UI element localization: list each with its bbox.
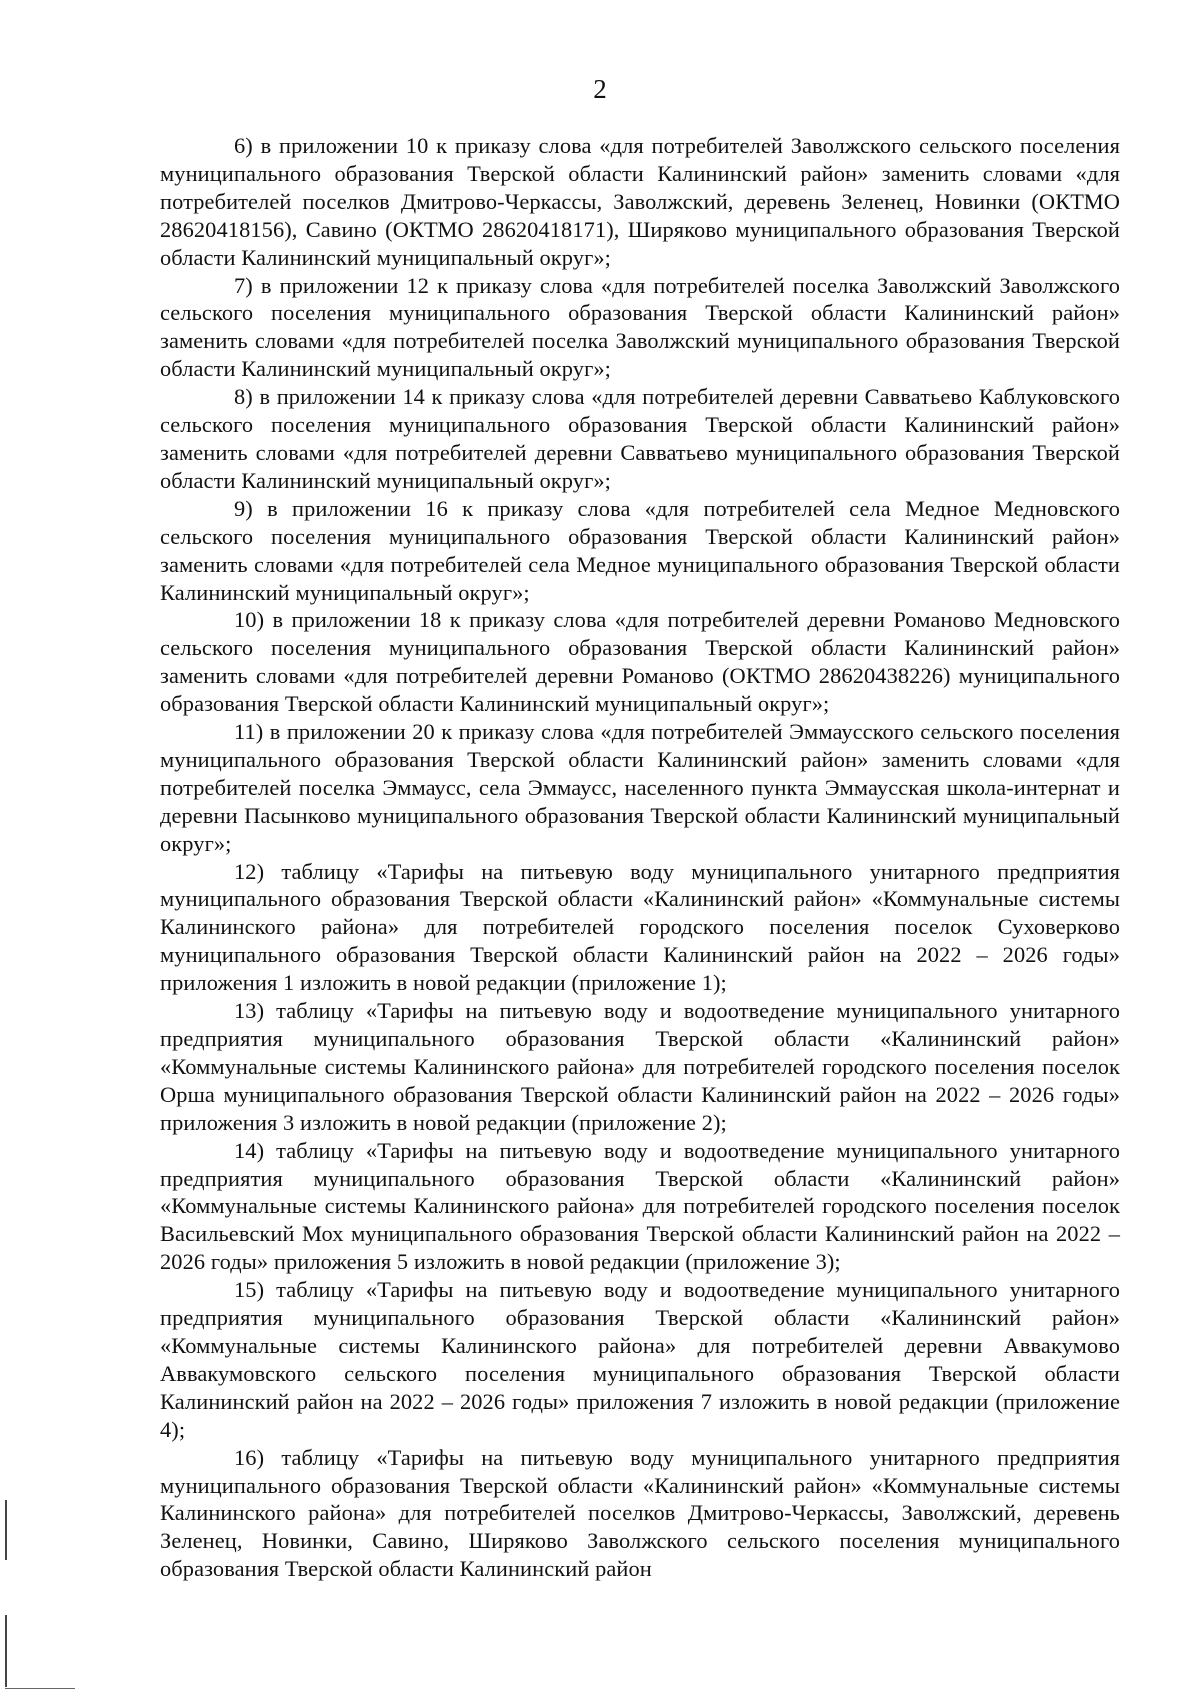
paragraph-item-11: 11) в приложении 20 к приказу слова «для потребителей Эммаусского сельского поселения муниципального образования Тверской области Калининский район» заменить словами «для потребителей поселка Эммаусс, села Эммаусс, населенного пункта Эммаусская школа-интернат и деревни Пасынково муниципального образования Тверской области Калининский муниципальный округ»; [160,719,1120,856]
paragraph-item-6: 6) в приложении 10 к приказу слова «для потребителей Заволжского сельского поселения муниципального образования Тверской области Калининский район» заменить словами «для потребителей поселков Дмитрово-Черкассы, Заволжский, деревень Зеленец, Новинки (ОКТМО 28620418156), Савино (ОКТМО 28620418171), Ширяково муниципального образования Тверской области Калининский муниципальный округ»; [160,133,1120,270]
paragraph-item-14: 14) таблицу «Тарифы на питьевую воду и водоотведение муниципального унитарного предприятия муниципального образования Тверской области «Калининский район» «Коммунальные системы Калининского района» для потребителей городского поселения поселок Васильевский Мох муниципального образования Тверской области Калининский район на 2022 – 2026 годы» приложения 5 изложить в новой редакции (приложение 3); [160,1137,1120,1275]
paragraph-item-12: 12) таблицу «Тарифы на питьевую воду муниципального унитарного предприятия муниципального образования Тверской области «Калининский район» «Коммунальные системы Калининского района» для потребителей городского поселения поселок Суховерково муниципального образования Тверской области Калининский район на 2022 – 2026 годы» приложения 1 изложить в новой редакции (приложение 1); [160,858,1120,996]
paragraph-item-8: 8) в приложении 14 к приказу слова «для потребителей деревни Савватьево Каблуковского сельского поселения муниципального образования Тверской области Калининский район» заменить словами «для потребителей деревни Савватьево муниципального образования Тверской области Калининский муниципальный округ»; [160,384,1120,493]
document-body [160,132,1120,1583]
scan-bottom-rule [5,1688,75,1689]
paragraph-item-16: 16) таблицу «Тарифы на питьевую воду муниципального унитарного предприятия муниципального образования Тверской области «Калининский район» «Коммунальные системы Калининского района» для потребителей поселков Дмитрово-Черкассы, Заволжский, деревень Зеленец, Новинки, Савино, Ширяково Заволжского сельского поселения муниципального образования Тверской области Калининский район [160,1444,1120,1582]
paragraph-item-15: 15) таблицу «Тарифы на питьевую воду и водоотведение муниципального унитарного предприятия муниципального образования Тверской области «Калининский район» «Коммунальные системы Калининского района» для потребителей деревни Аввакумово Аввакумовского сельского поселения муниципального образования Тверской области Калининский район на 2022 – 2026 годы» приложения 7 изложить в новой редакции (приложение 4); [160,1277,1120,1442]
scan-margin-mark-bottom [5,1615,7,1687]
paragraph-item-10: 10) в приложении 18 к приказу слова «для потребителей деревни Романово Медновского сельского поселения муниципального образования Тверской области Калининский район» заменить словами «для потребителей деревни Романово (ОКТМО 28620438226) муниципального образования Тверской области Калининский муниципальный округ»; [160,607,1120,717]
paragraph-item-9: 9) в приложении 16 к приказу слова «для потребителей села Медное Медновского сельского поселения муниципального образования Тверской области Калининский район» заменить словами «для потребителей села Медное муниципального образования Тверской области Калининский муниципальный округ»; [160,495,1120,605]
paragraph-item-7: 7) в приложении 12 к приказу слова «для потребителей поселка Заволжский Заволжского сельского поселения муниципального образования Тверской области Калининский район» заменить словами «для потребителей поселка Заволжский муниципального образования Тверской области Калининский муниципальный округ»; [160,272,1120,382]
page-number: 2 [593,74,607,104]
scan-margin-mark-top [5,1500,7,1560]
paragraph-item-13: 13) таблицу «Тарифы на питьевую воду и водоотведение муниципального унитарного предприятия муниципального образования Тверской области «Калининский район» «Коммунальные системы Калининского района» для потребителей городского поселения поселок Орша муниципального образования Тверской области Калининский район на 2022 – 2026 годы» приложения 3 изложить в новой редакции (приложение 2); [160,998,1120,1135]
